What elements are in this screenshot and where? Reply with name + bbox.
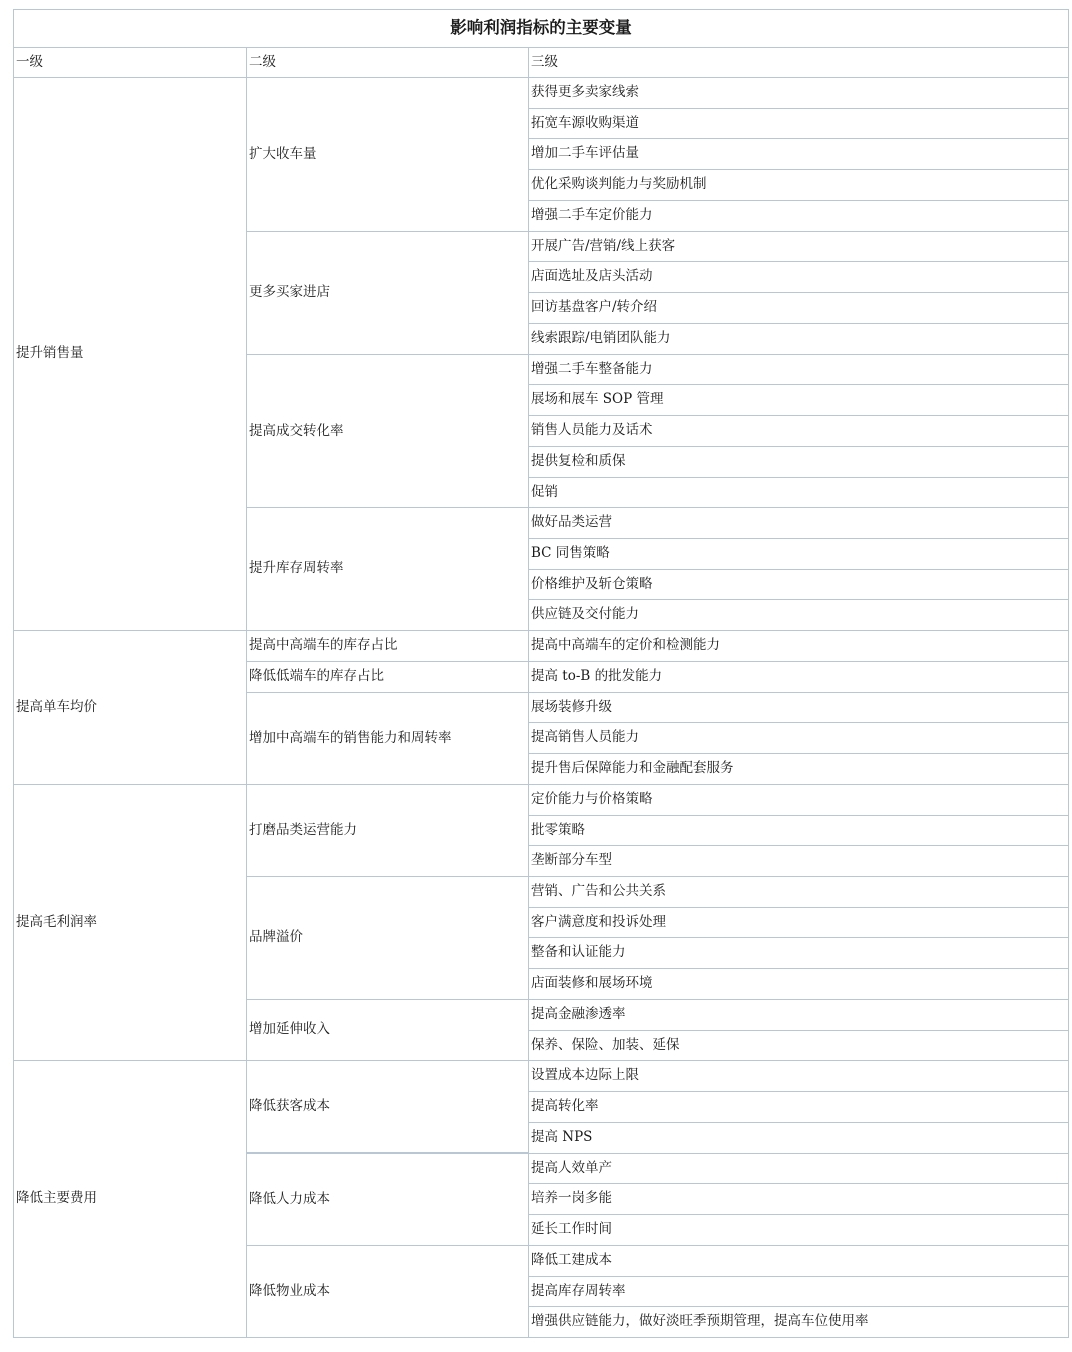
level-3-cell: 店面装修和展场环境 — [528, 968, 1069, 1000]
level-3-cell: 促销 — [528, 477, 1069, 509]
level-3-cell: 提高库存周转率 — [528, 1276, 1069, 1308]
level-3-cell: 线索跟踪/电销团队能力 — [528, 323, 1069, 355]
level-3-cell: 提高 to-B 的批发能力 — [528, 661, 1069, 693]
level-2-cell: 提高中高端车的库存占比 — [246, 630, 529, 662]
level-1-cell: 提升销售量 — [13, 77, 247, 631]
level-3-cell: 保养、保险、加装、延保 — [528, 1030, 1069, 1062]
level-3-cell: 供应链及交付能力 — [528, 599, 1069, 631]
level-2-cell: 降低物业成本 — [246, 1245, 529, 1338]
level-1-cell: 降低主要费用 — [13, 1060, 247, 1338]
level-3-cell: 回访基盘客户/转介绍 — [528, 292, 1069, 324]
level-2-cell: 降低人力成本 — [246, 1153, 529, 1246]
level-3-cell: 增加二手车评估量 — [528, 138, 1069, 170]
level-3-cell: 设置成本边际上限 — [528, 1060, 1069, 1092]
level-3-cell: 提高金融渗透率 — [528, 999, 1069, 1031]
level-3-cell: 提高人效单产 — [528, 1153, 1069, 1185]
level-2-cell: 增加延伸收入 — [246, 999, 529, 1061]
level-3-cell: 提升售后保障能力和金融配套服务 — [528, 753, 1069, 785]
level-3-cell: 整备和认证能力 — [528, 937, 1069, 969]
level-3-cell: 定价能力与价格策略 — [528, 784, 1069, 816]
level-3-cell: 提高转化率 — [528, 1091, 1069, 1123]
level-3-cell: 销售人员能力及话术 — [528, 415, 1069, 447]
level-3-cell: 培养一岗多能 — [528, 1183, 1069, 1215]
level-3-cell: 营销、广告和公共关系 — [528, 876, 1069, 908]
level-2-cell: 降低低端车的库存占比 — [246, 661, 529, 693]
level-2-cell: 降低获客成本 — [246, 1060, 529, 1153]
level-3-cell: 提供复检和质保 — [528, 446, 1069, 478]
level-3-cell: 增强二手车整备能力 — [528, 354, 1069, 386]
header-level-3: 三级 — [528, 47, 1069, 78]
level-3-cell: 获得更多卖家线索 — [528, 77, 1069, 109]
level-2-cell: 提升库存周转率 — [246, 507, 529, 631]
table-title: 影响利润指标的主要变量 — [13, 9, 1069, 48]
level-2-cell: 更多买家进店 — [246, 231, 529, 355]
level-3-cell: 拓宽车源收购渠道 — [528, 108, 1069, 140]
level-3-cell: 增强供应链能力，做好淡旺季预期管理，提高车位使用率 — [528, 1306, 1069, 1338]
level-3-cell: 增强二手车定价能力 — [528, 200, 1069, 232]
level-3-cell: 延长工作时间 — [528, 1214, 1069, 1246]
level-3-cell: 展场和展车 SOP 管理 — [528, 384, 1069, 416]
header-level-2: 二级 — [246, 47, 529, 78]
level-3-cell: 批零策略 — [528, 815, 1069, 847]
profit-variables-table — [13, 9, 1069, 1337]
level-2-cell: 打磨品类运营能力 — [246, 784, 529, 877]
level-3-cell: 降低工建成本 — [528, 1245, 1069, 1277]
level-2-cell: 品牌溢价 — [246, 876, 529, 1000]
level-2-cell: 增加中高端车的销售能力和周转率 — [246, 692, 529, 785]
level-3-cell: 展场装修升级 — [528, 692, 1069, 724]
header-level-1: 一级 — [13, 47, 247, 78]
level-3-cell: 提高中高端车的定价和检测能力 — [528, 630, 1069, 662]
level-3-cell: 价格维护及斩仓策略 — [528, 569, 1069, 601]
level-3-cell: 店面选址及店头活动 — [528, 261, 1069, 293]
level-3-cell: 提高 NPS — [528, 1122, 1069, 1154]
level-3-cell: 优化采购谈判能力与奖励机制 — [528, 169, 1069, 201]
level-2-cell: 提高成交转化率 — [246, 354, 529, 509]
level-3-cell: 垄断部分车型 — [528, 845, 1069, 877]
level-3-cell: 开展广告/营销/线上获客 — [528, 231, 1069, 263]
level-2-cell: 扩大收车量 — [246, 77, 529, 232]
level-3-cell: 提高销售人员能力 — [528, 722, 1069, 754]
level-3-cell: 客户满意度和投诉处理 — [528, 907, 1069, 939]
level-1-cell: 提高毛利润率 — [13, 784, 247, 1062]
level-1-cell: 提高单车均价 — [13, 630, 247, 785]
level-3-cell: 做好品类运营 — [528, 507, 1069, 539]
level-3-cell: BC 同售策略 — [528, 538, 1069, 570]
